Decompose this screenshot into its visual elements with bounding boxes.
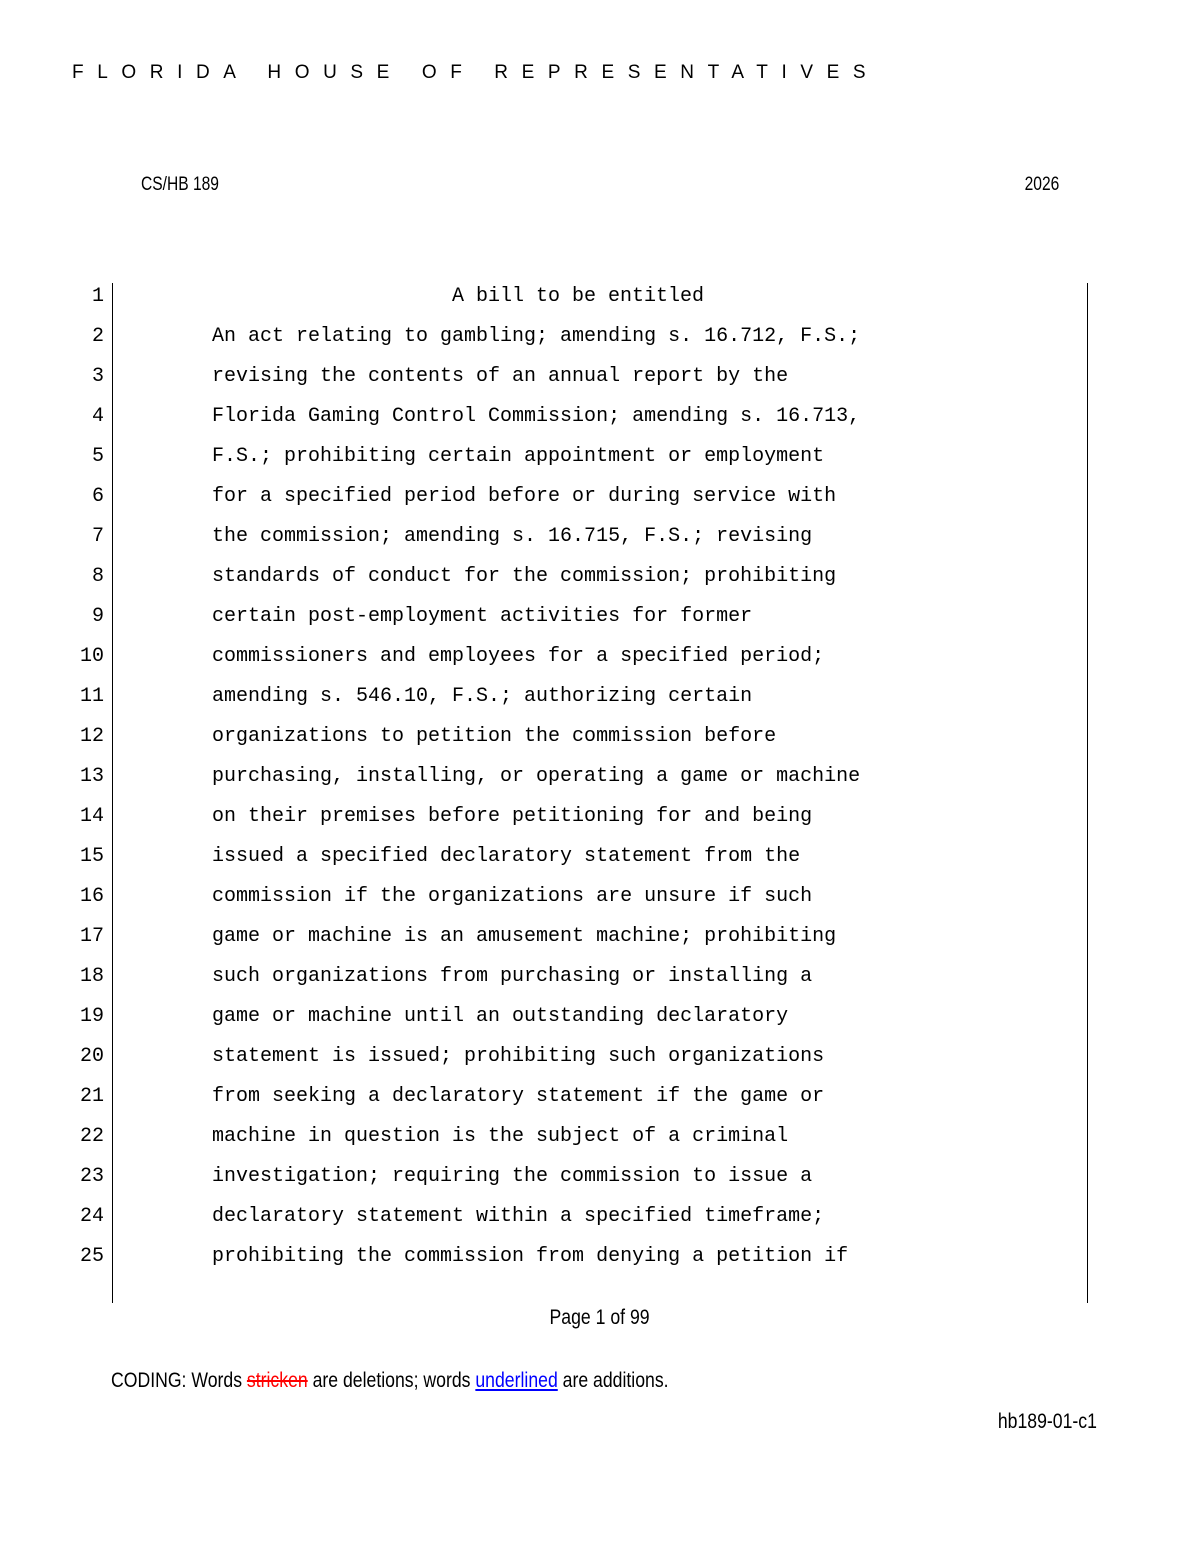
page-number bbox=[0, 1306, 1200, 1330]
line-text: from seeking a declaratory statement if the game or bbox=[212, 1085, 825, 1108]
line-text: purchasing, installing, or operating a game or machine bbox=[212, 765, 861, 788]
line-text: commission if the organizations are unsure if such bbox=[212, 885, 813, 908]
bill-line bbox=[0, 844, 1200, 884]
line-number: 20 bbox=[79, 1045, 104, 1068]
bill-line bbox=[0, 804, 1200, 844]
bill-text bbox=[0, 284, 1200, 1284]
bill-title-line: A bill to be entitled bbox=[452, 285, 705, 308]
bill-line bbox=[0, 404, 1200, 444]
bill-line bbox=[0, 724, 1200, 764]
bill-line bbox=[0, 484, 1200, 524]
line-number: 13 bbox=[79, 765, 104, 788]
bill-line bbox=[0, 1004, 1200, 1044]
bill-line bbox=[0, 1204, 1200, 1244]
bill-line bbox=[0, 964, 1200, 1004]
coding-stricken-sample: stricken bbox=[246, 1369, 308, 1392]
bill-line bbox=[0, 284, 1200, 324]
line-text: prohibiting the commission from denying a petition if bbox=[212, 1245, 849, 1268]
coding-legend bbox=[111, 1369, 669, 1393]
line-number: 19 bbox=[79, 1005, 104, 1028]
line-number: 12 bbox=[79, 725, 104, 748]
line-number: 15 bbox=[79, 845, 104, 868]
document-code: hb189-01-c1 bbox=[997, 1410, 1097, 1433]
coding-underlined-sample: underlined bbox=[475, 1369, 558, 1392]
line-text: game or machine until an outstanding declaratory bbox=[212, 1005, 789, 1028]
line-text: organizations to petition the commission before bbox=[212, 725, 777, 748]
bill-line bbox=[0, 1244, 1200, 1284]
bill-line bbox=[0, 884, 1200, 924]
line-number: 5 bbox=[91, 445, 104, 468]
bill-line bbox=[0, 644, 1200, 684]
line-number: 23 bbox=[79, 1165, 104, 1188]
line-text: on their premises before petitioning for and being bbox=[212, 805, 813, 828]
bill-line bbox=[0, 604, 1200, 644]
bill-line bbox=[0, 444, 1200, 484]
line-text: amending s. 546.10, F.S.; authorizing certain bbox=[212, 685, 753, 708]
house-title: FLORIDA HOUSE OF REPRESENTATIVES bbox=[72, 62, 880, 83]
line-text: machine in question is the subject of a criminal bbox=[212, 1125, 789, 1148]
line-number: 14 bbox=[79, 805, 104, 828]
bill-line bbox=[0, 524, 1200, 564]
line-number: 4 bbox=[91, 405, 104, 428]
line-number: 6 bbox=[91, 485, 104, 508]
bill-line bbox=[0, 764, 1200, 804]
line-text: issued a specified declaratory statement from the bbox=[212, 845, 801, 868]
line-number: 1 bbox=[91, 285, 104, 308]
line-text: game or machine is an amusement machine; prohibiting bbox=[212, 925, 837, 948]
line-text: such organizations from purchasing or installing a bbox=[212, 965, 813, 988]
line-number: 7 bbox=[91, 525, 104, 548]
bill-line bbox=[0, 1124, 1200, 1164]
page-number-text: Page 1 of 99 bbox=[549, 1306, 651, 1329]
line-number: 11 bbox=[79, 685, 104, 708]
bill-line bbox=[0, 1044, 1200, 1084]
line-number: 10 bbox=[79, 645, 104, 668]
coding-middle: are deletions; words bbox=[307, 1369, 476, 1392]
coding-prefix: CODING: Words bbox=[111, 1369, 247, 1392]
bill-number: CS/HB 189 bbox=[141, 174, 219, 195]
line-text: investigation; requiring the commission to issue a bbox=[212, 1165, 813, 1188]
line-number: 21 bbox=[79, 1085, 104, 1108]
line-text: for a specified period before or during service with bbox=[212, 485, 837, 508]
line-number: 2 bbox=[91, 325, 104, 348]
line-number: 18 bbox=[79, 965, 104, 988]
line-number: 17 bbox=[79, 925, 104, 948]
bill-line bbox=[0, 324, 1200, 364]
bill-line bbox=[0, 1084, 1200, 1124]
bill-line bbox=[0, 564, 1200, 604]
bill-year: 2026 bbox=[1024, 174, 1059, 195]
line-number: 24 bbox=[79, 1205, 104, 1228]
line-number: 22 bbox=[79, 1125, 104, 1148]
line-number: 16 bbox=[79, 885, 104, 908]
line-text: revising the contents of an annual report by the bbox=[212, 365, 789, 388]
bill-line bbox=[0, 684, 1200, 724]
line-text: An act relating to gambling; amending s. 16.712, F.S.; bbox=[212, 325, 861, 348]
bill-line bbox=[0, 364, 1200, 404]
line-number: 3 bbox=[91, 365, 104, 388]
line-text: Florida Gaming Control Commission; amending s. 16.713, bbox=[212, 405, 861, 428]
line-text: declaratory statement within a specified timeframe; bbox=[212, 1205, 825, 1228]
line-text: F.S.; prohibiting certain appointment or employment bbox=[212, 445, 825, 468]
line-text: the commission; amending s. 16.715, F.S.; revising bbox=[212, 525, 813, 548]
line-number: 9 bbox=[91, 605, 104, 628]
coding-suffix: are additions. bbox=[557, 1369, 669, 1392]
line-text: standards of conduct for the commission; prohibiting bbox=[212, 565, 837, 588]
line-text: commissioners and employees for a specified period; bbox=[212, 645, 825, 668]
line-number: 25 bbox=[79, 1245, 104, 1268]
bill-line bbox=[0, 924, 1200, 964]
line-number: 8 bbox=[91, 565, 104, 588]
line-text: statement is issued; prohibiting such organizations bbox=[212, 1045, 825, 1068]
line-text: certain post-employment activities for former bbox=[212, 605, 753, 628]
bill-line bbox=[0, 1164, 1200, 1204]
